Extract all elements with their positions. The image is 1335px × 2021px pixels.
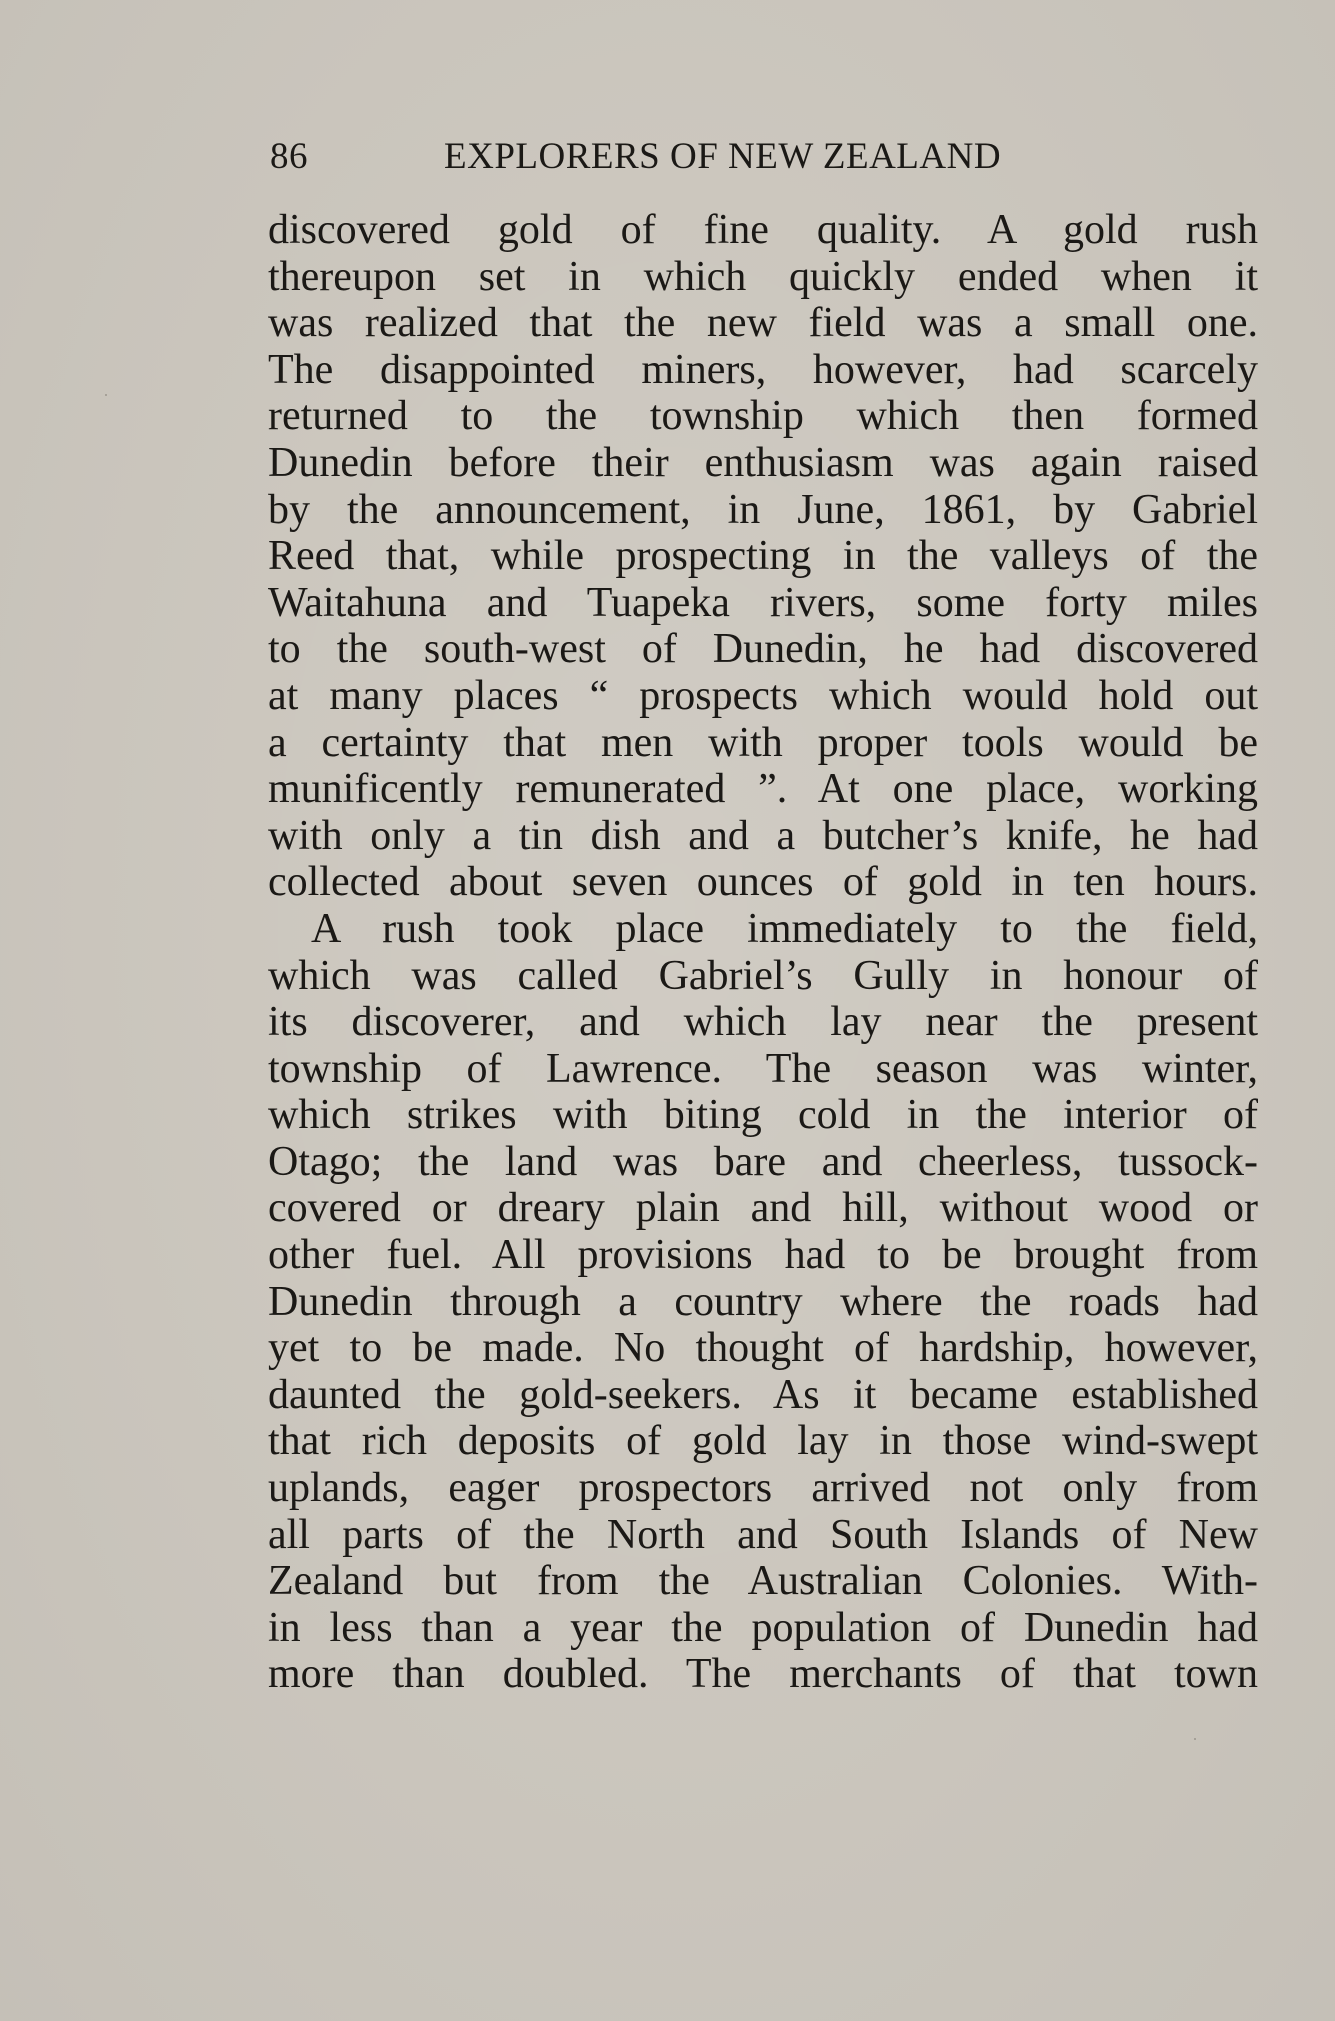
text-line: which was called Gabriel’s Gully in honour of — [268, 952, 1258, 999]
text-line: other fuel. All provisions had to be brought from — [268, 1232, 1258, 1279]
text-line: to the south-west of Dunedin, he had discovered — [268, 626, 1258, 673]
paper-speck — [105, 394, 107, 396]
text-line: returned to the township which then formed — [268, 393, 1258, 440]
paper-speck — [1194, 1738, 1196, 1740]
text-line: in less than a year the population of Dunedin had — [268, 1604, 1258, 1651]
text-line: collected about seven ounces of gold in ten hours. — [268, 859, 1258, 906]
text-line: thereupon set in which quickly ended when it — [268, 253, 1258, 300]
text-line: discovered gold of fine quality. A gold rush — [268, 207, 1258, 253]
text-line: with only a tin dish and a butcher’s knife, he had — [268, 812, 1258, 859]
text-line: was realized that the new field was a small one. — [268, 300, 1258, 347]
text-line: munificently remunerated ”. At one place, working — [268, 766, 1258, 813]
text-line: township of Lawrence. The season was winter, — [268, 1045, 1258, 1092]
text-line: yet to be made. No thought of hardship, however, — [268, 1325, 1258, 1372]
text-line: covered or dreary plain and hill, without wood or — [268, 1185, 1258, 1232]
text-line: by the announcement, in June, 1861, by Gabriel — [268, 486, 1258, 533]
paragraph-start-line: A rush took place immediately to the field, — [311, 905, 1258, 952]
page-number: 86 — [270, 136, 308, 177]
text-line: Dunedin through a country where the roads had — [268, 1278, 1258, 1325]
text-line: Waitahuna and Tuapeka rivers, some forty miles — [268, 579, 1258, 626]
text-line: all parts of the North and South Islands of New — [268, 1511, 1258, 1558]
text-line: more than doubled. The merchants of that town — [268, 1651, 1258, 1698]
text-line: Zealand but from the Australian Colonies. With- — [268, 1558, 1258, 1605]
running-title: EXPLORERS OF NEW ZEALAND — [444, 136, 1002, 177]
text-line: a certainty that men with proper tools would be — [268, 719, 1258, 766]
body-text — [268, 207, 1258, 1698]
text-line: its discoverer, and which lay near the present — [268, 999, 1258, 1046]
text-line: uplands, eager prospectors arrived not only from — [268, 1465, 1258, 1512]
text-line: Dunedin before their enthusiasm was again raised — [268, 439, 1258, 486]
text-line: daunted the gold-seekers. As it became established — [268, 1371, 1258, 1418]
text-line: Reed that, while prospecting in the valleys of the — [268, 533, 1258, 580]
running-head — [270, 132, 1082, 182]
text-line: that rich deposits of gold lay in those wind-swept — [268, 1418, 1258, 1465]
text-line: which strikes with biting cold in the interior of — [268, 1092, 1258, 1139]
text-line: Otago; the land was bare and cheerless, tussock- — [268, 1138, 1258, 1185]
text-line: The disappointed miners, however, had scarcely — [268, 346, 1258, 393]
text-line: at many places “ prospects which would hold out — [268, 672, 1258, 719]
